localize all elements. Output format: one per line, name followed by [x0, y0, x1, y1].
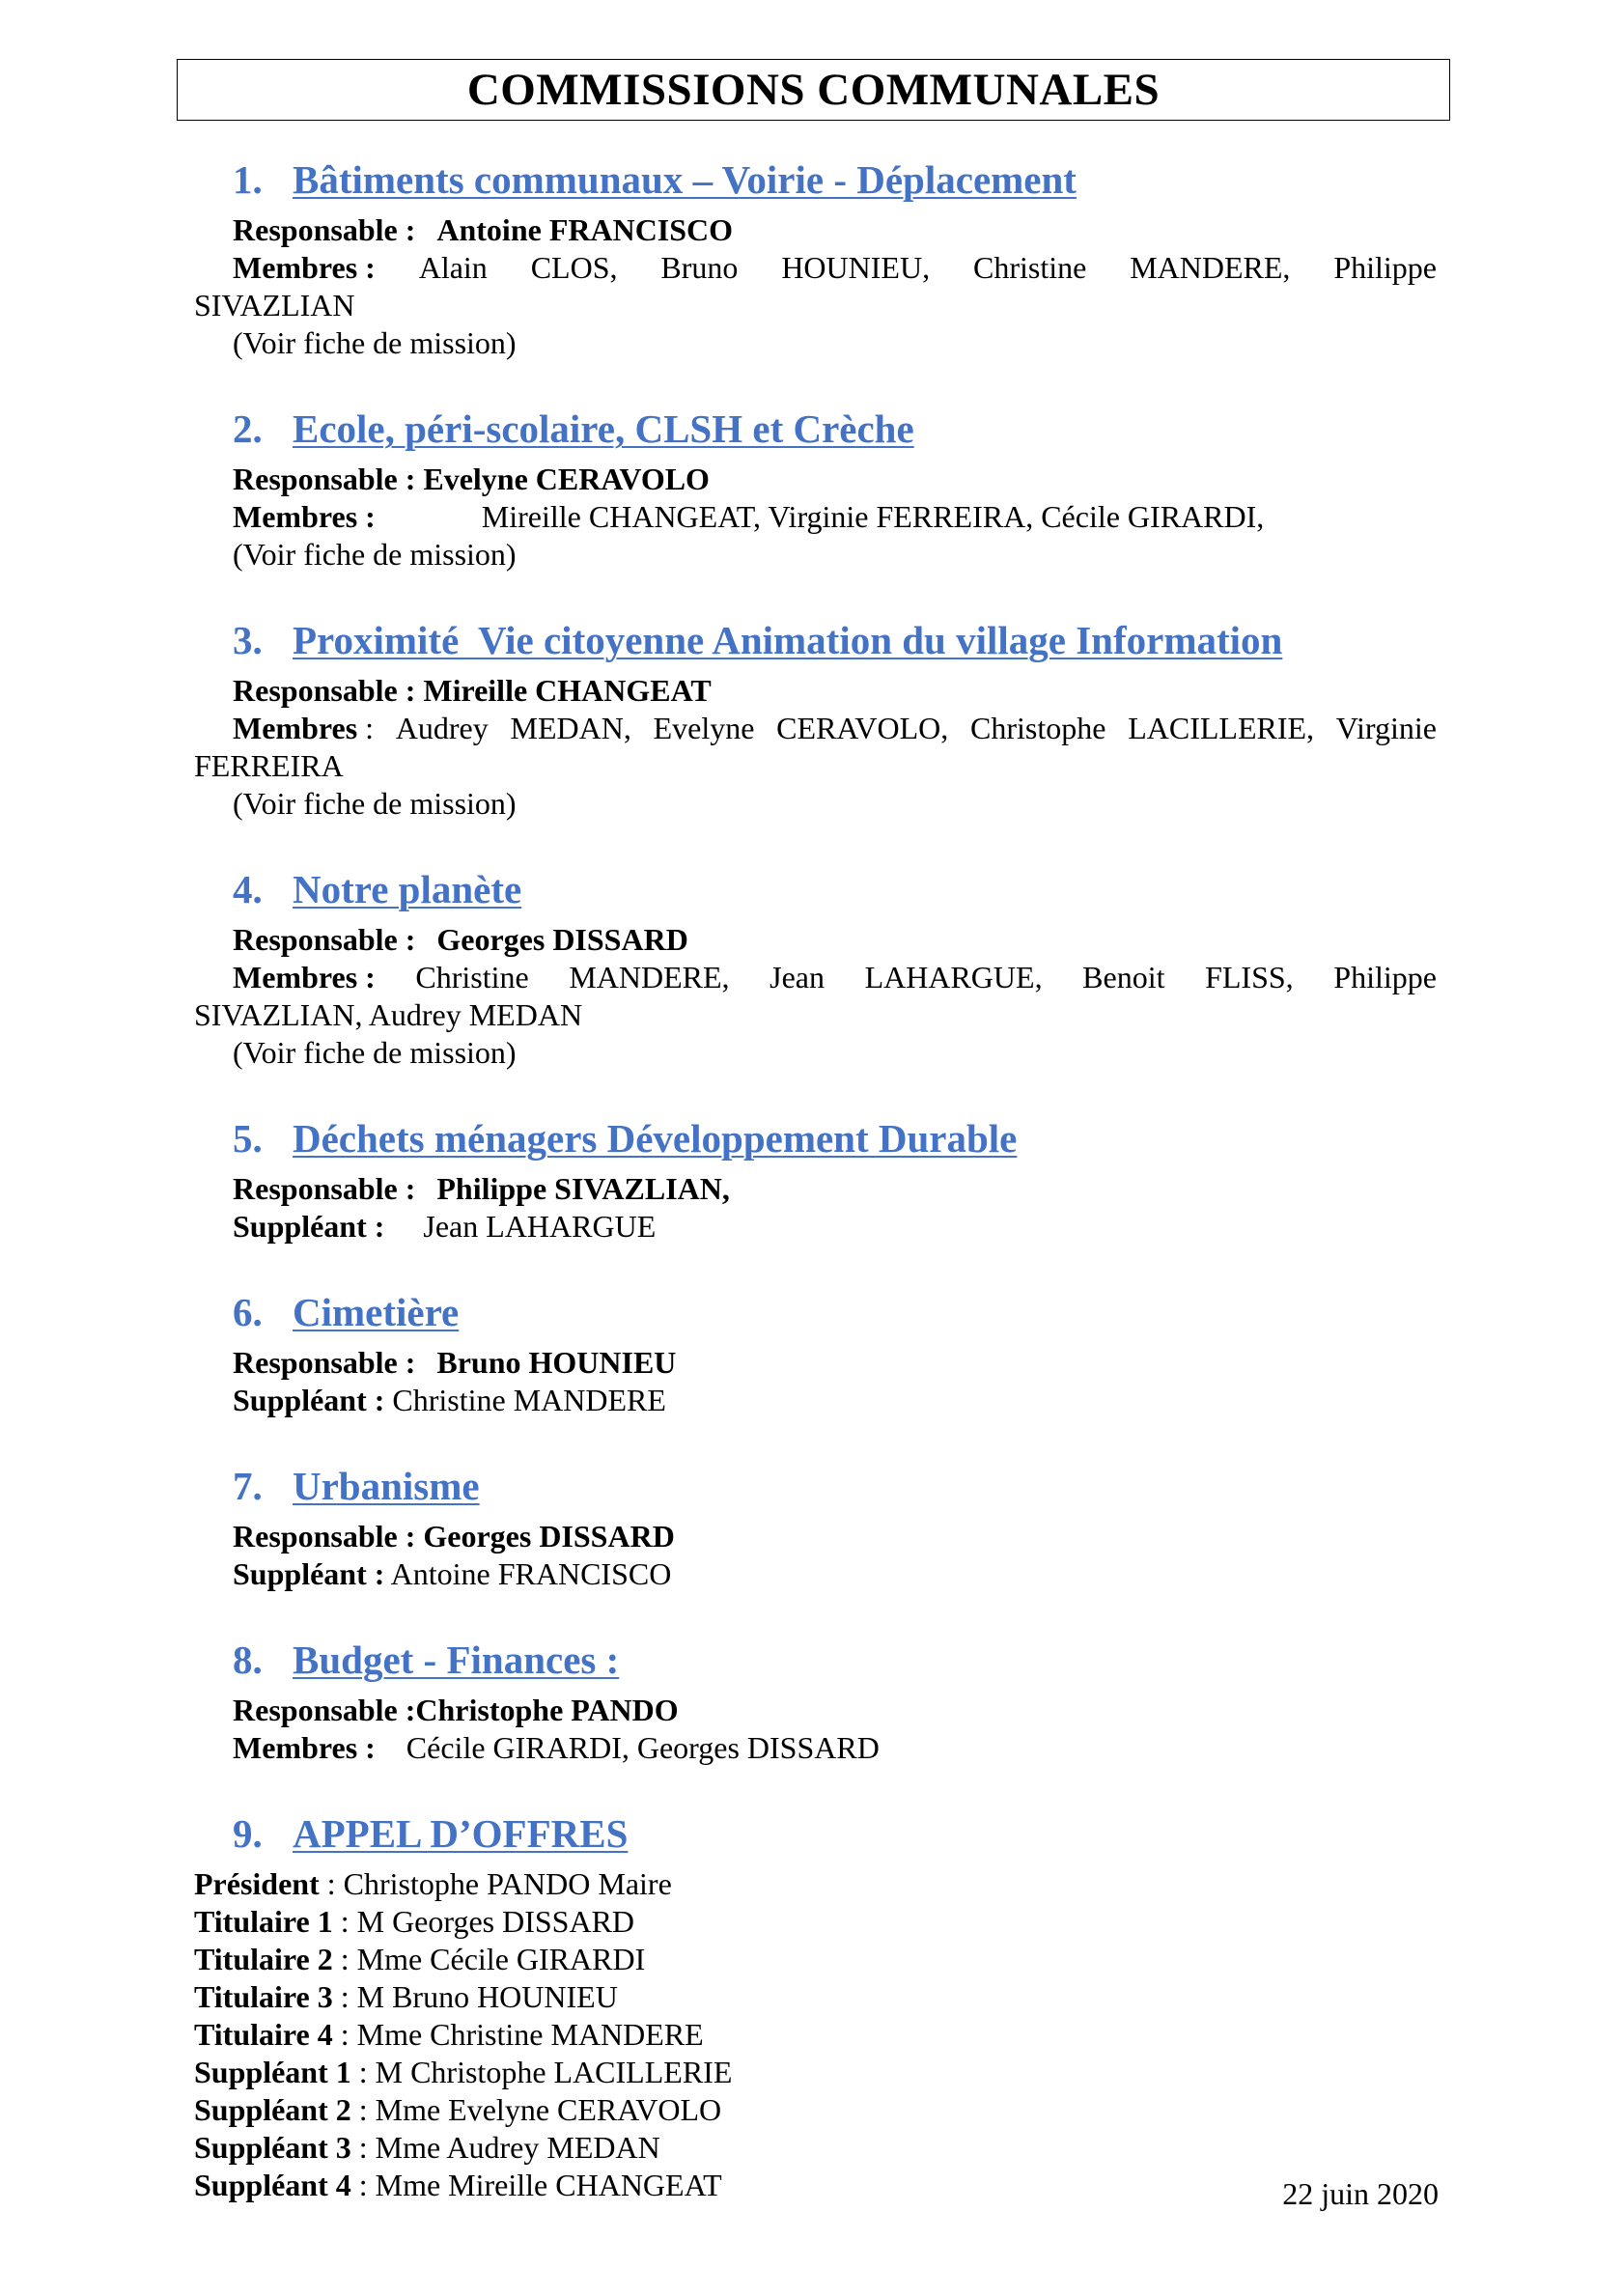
- membres-line: [194, 1729, 1437, 1767]
- membres-word: Philippe: [1333, 960, 1437, 994]
- responsable-line: [194, 211, 1437, 249]
- responsable-label: Responsable :: [233, 673, 416, 708]
- responsable-label: Responsable :: [233, 212, 416, 247]
- appel-offres-row: [194, 1941, 1437, 1978]
- responsable-label: Responsable :: [233, 1519, 416, 1554]
- section-heading-2: [194, 406, 1437, 461]
- separator: :: [319, 1866, 344, 1901]
- role-label: Suppléant 4: [194, 2168, 351, 2202]
- responsable-name: Georges DISSARD: [423, 1519, 675, 1554]
- document-date: 22 juin 2020: [1282, 2176, 1439, 2211]
- section-number: 4.: [233, 867, 263, 911]
- separator: :: [332, 2017, 357, 2052]
- membres-label: Membres :: [233, 960, 376, 994]
- responsable-name: Evelyne CERAVOLO: [423, 462, 710, 496]
- section-heading-4: [194, 867, 1437, 921]
- appel-offres-row: [194, 2167, 1437, 2204]
- responsable-line: [194, 1692, 1437, 1729]
- membres-word: Christophe: [970, 711, 1106, 745]
- membres-line: [194, 249, 1437, 287]
- section-number: 6.: [233, 1290, 263, 1334]
- section-number: 7.: [233, 1464, 263, 1508]
- appel-offres-row: [194, 2091, 1437, 2129]
- membres-line: [194, 959, 1437, 996]
- role-name: M Bruno HOUNIEU: [356, 1979, 618, 2014]
- section-number: 3.: [233, 618, 263, 662]
- section-heading-1: [194, 157, 1437, 211]
- appel-offres-row: [194, 1865, 1437, 1903]
- suppleant-label: Suppléant :: [233, 1556, 385, 1591]
- role-name: Mme Cécile GIRARDI: [356, 1942, 646, 1976]
- responsable-name: Mireille CHANGEAT: [423, 673, 712, 708]
- membres-word: HOUNIEU,: [781, 250, 931, 285]
- appel-offres-row: [194, 2129, 1437, 2167]
- section-heading-6: [194, 1290, 1437, 1344]
- membres-word: MANDERE,: [569, 960, 730, 994]
- role-label: Suppléant 2: [194, 2092, 351, 2127]
- role-label: Suppléant 3: [194, 2130, 351, 2165]
- commissions-list: [194, 157, 1437, 2204]
- responsable-name: Bruno HOUNIEU: [436, 1345, 677, 1380]
- section-number: 9.: [233, 1811, 263, 1856]
- membres-word: FLISS,: [1205, 960, 1294, 994]
- membres-word: Jean: [770, 960, 825, 994]
- responsable-name: Georges DISSARD: [436, 922, 688, 957]
- membres-continuation: FERREIRA: [194, 748, 344, 783]
- membres-word: Benoit: [1082, 960, 1165, 994]
- suppleant-line: [194, 1555, 1437, 1593]
- mission-note: (Voir fiche de mission): [233, 786, 517, 821]
- role-label: Titulaire 3: [194, 1979, 333, 2014]
- responsable-line: [194, 1170, 1437, 1208]
- membres-word: CLOS,: [530, 250, 618, 285]
- responsable-label: Responsable :: [233, 462, 416, 496]
- section-number: 2.: [233, 406, 263, 451]
- membres-label: Membres :: [233, 1730, 376, 1765]
- page-title: COMMISSIONS COMMUNALES: [466, 64, 1161, 115]
- membres-continuation: SIVAZLIAN, Audrey MEDAN: [194, 997, 583, 1032]
- role-name: M Christophe LACILLERIE: [375, 2055, 733, 2089]
- role-name: Christophe PANDO Maire: [343, 1866, 672, 1901]
- role-name: Mme Evelyne CERAVOLO: [375, 2092, 722, 2127]
- membres-label: Membres: [233, 711, 358, 745]
- membres-word: Christine: [972, 250, 1087, 285]
- role-label: Président: [194, 1866, 320, 1901]
- suppleant-name: Christine MANDERE: [392, 1383, 666, 1417]
- mission-note: (Voir fiche de mission): [233, 325, 517, 360]
- appel-offres-row: [194, 1903, 1437, 1941]
- responsable-line: [194, 672, 1437, 710]
- membres-word: Evelyne: [653, 711, 755, 745]
- membres-continuation: SIVAZLIAN: [194, 288, 355, 322]
- section-title: Bâtiments communaux – Voirie - Déplacement: [293, 157, 1077, 202]
- section-title: Budget - Finances :: [293, 1638, 620, 1682]
- membres-word: Audrey: [395, 711, 489, 745]
- mission-note: (Voir fiche de mission): [233, 1035, 517, 1070]
- appel-offres-list: [194, 1865, 1437, 2204]
- appel-offres-row: [194, 2054, 1437, 2091]
- role-label: Titulaire 4: [194, 2017, 333, 2052]
- membres-word: LAHARGUE,: [864, 960, 1043, 994]
- responsable-line: [194, 461, 1437, 498]
- separator: :: [350, 2130, 376, 2165]
- appel-offres-row: [194, 1978, 1437, 2016]
- responsable-line: [194, 1344, 1437, 1382]
- responsable-label: Responsable :: [233, 1693, 416, 1727]
- membres-line: [194, 498, 1437, 536]
- section-number: 8.: [233, 1638, 263, 1682]
- membres-word: Bruno: [660, 250, 739, 285]
- membres-line: [194, 710, 1437, 747]
- membres-label: Membres :: [233, 499, 376, 534]
- separator: :: [332, 1942, 357, 1976]
- role-label: Titulaire 2: [194, 1942, 333, 1976]
- membres-word: CERAVOLO,: [776, 711, 949, 745]
- section-title: Notre planète: [293, 867, 522, 911]
- role-name: Mme Christine MANDERE: [356, 2017, 704, 2052]
- section-title: Cimetière: [293, 1290, 460, 1334]
- section-title: Déchets ménagers Développement Durable: [293, 1116, 1018, 1161]
- role-label: Titulaire 1: [194, 1904, 333, 1939]
- responsable-name: Philippe SIVAZLIAN,: [436, 1171, 730, 1206]
- membres-names: Cécile GIRARDI, Georges DISSARD: [406, 1730, 880, 1765]
- section-heading-7: [194, 1464, 1437, 1518]
- responsable-line: [194, 921, 1437, 959]
- membres-word: MEDAN,: [510, 711, 631, 745]
- role-name: Mme Mireille CHANGEAT: [375, 2168, 722, 2202]
- role-label: Suppléant 1: [194, 2055, 351, 2089]
- section-number: 1.: [233, 157, 263, 202]
- membres-colon: :: [365, 711, 375, 745]
- title-box: [177, 59, 1450, 121]
- appel-offres-row: [194, 2016, 1437, 2054]
- suppleant-label: Suppléant :: [233, 1383, 385, 1417]
- section-heading-8: [194, 1640, 1437, 1692]
- section-title: APPEL D’OFFRES: [293, 1811, 629, 1856]
- membres-word: MANDERE,: [1130, 250, 1291, 285]
- membres-label-group: [233, 710, 374, 747]
- responsable-name: Antoine FRANCISCO: [436, 212, 734, 247]
- suppleant-label: Suppléant :: [233, 1209, 385, 1244]
- separator: :: [332, 1904, 357, 1939]
- section-heading-9: [194, 1811, 1437, 1865]
- responsable-label: Responsable :: [233, 1171, 416, 1206]
- section-title: Ecole, péri-scolaire, CLSH et Crèche: [293, 406, 914, 451]
- suppleant-line: [194, 1208, 1437, 1246]
- role-name: M Georges DISSARD: [356, 1904, 635, 1939]
- membres-label: Membres :: [233, 250, 376, 285]
- section-heading-3: [194, 618, 1437, 672]
- responsable-name: Christophe PANDO: [415, 1693, 679, 1727]
- role-name: Mme Audrey MEDAN: [375, 2130, 660, 2165]
- section-number: 5.: [233, 1116, 263, 1161]
- membres-word: Christine: [415, 960, 529, 994]
- section-title: Urbanisme: [293, 1464, 480, 1508]
- membres-word: LACILLERIE,: [1128, 711, 1315, 745]
- mission-note: (Voir fiche de mission): [233, 537, 517, 572]
- membres-word: Philippe: [1333, 250, 1437, 285]
- membres-word: Virginie: [1335, 711, 1437, 745]
- separator: :: [332, 1979, 357, 2014]
- membres-names: Mireille CHANGEAT, Virginie FERREIRA, Cécile GIRARDI,: [481, 499, 1265, 534]
- suppleant-line: [194, 1382, 1437, 1419]
- separator: :: [350, 2092, 376, 2127]
- separator: :: [350, 2168, 376, 2202]
- section-heading-5: [194, 1116, 1437, 1170]
- suppleant-name: Jean LAHARGUE: [423, 1209, 657, 1244]
- responsable-label: Responsable :: [233, 1345, 416, 1380]
- responsable-line: [194, 1518, 1437, 1555]
- responsable-label: Responsable :: [233, 922, 416, 957]
- membres-word: Alain: [418, 250, 488, 285]
- suppleant-name: Antoine FRANCISCO: [390, 1556, 672, 1591]
- section-title: Proximité Vie citoyenne Animation du village Information: [293, 618, 1283, 662]
- separator: :: [350, 2055, 376, 2089]
